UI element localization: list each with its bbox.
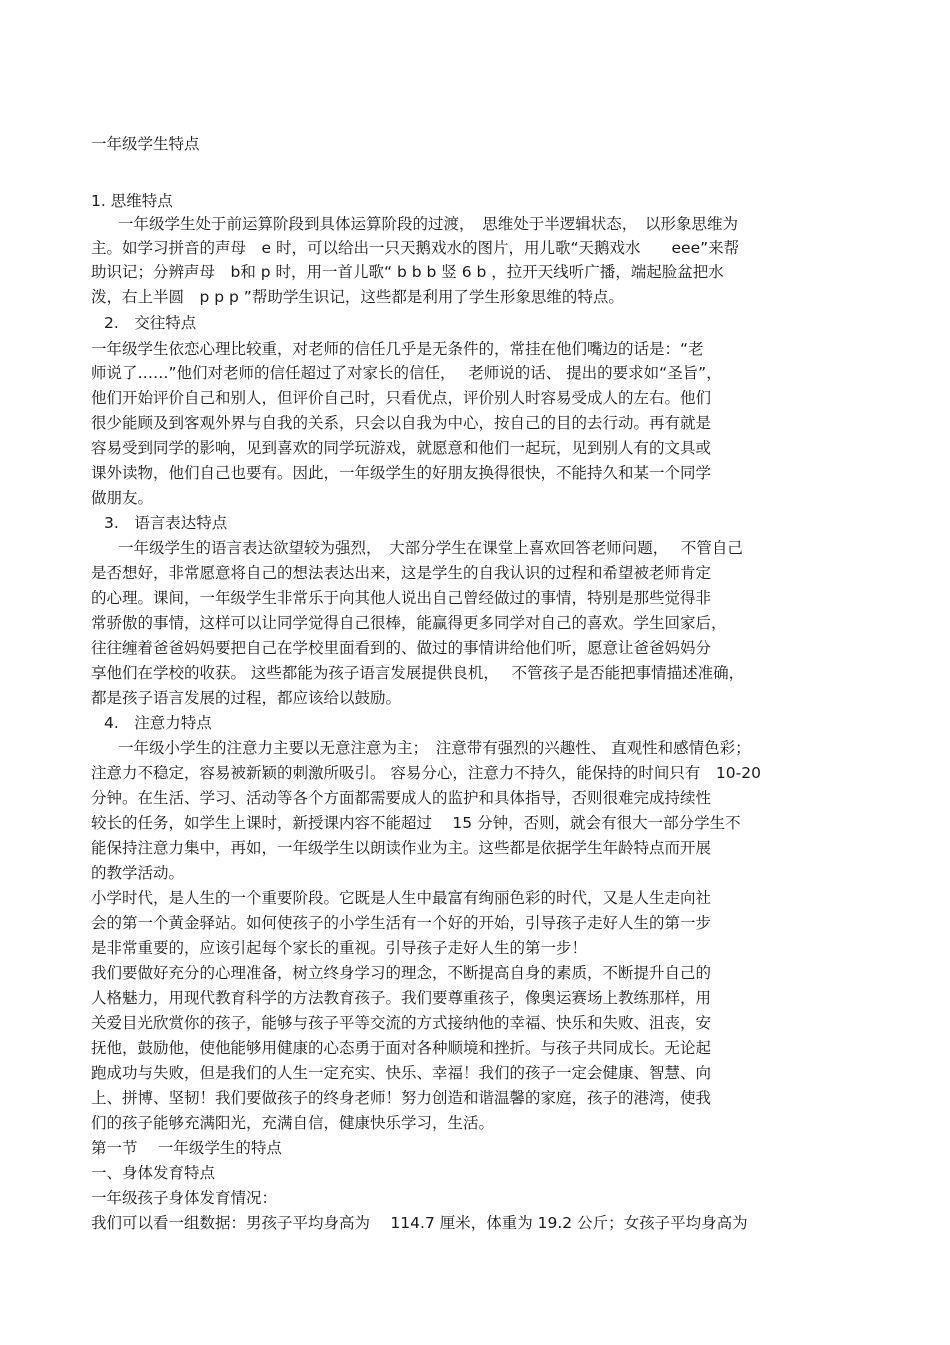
paragraph-line: 主。如学习拼音的声母 e 时，可以给出一只天鹅戏水的图片，用儿歌“天鹅戏水 eee”来帮 — [91, 239, 740, 257]
paragraph-line: 人格魅力，用现代教育科学的方法教育孩子。我们要尊重孩子，像奥运赛场上教练那样，用 — [91, 989, 712, 1007]
paragraph-line: 的教学活动。 — [91, 864, 185, 882]
paragraph-line: 跑成功与失败，但是我们的人生一定充实、快乐、幸福！我们的孩子一定会健康、智慧、向 — [91, 1064, 712, 1082]
paragraph-line: 分钟。在生活、学习、活动等各个方面都需要成人的监护和具体指导，否则很难完成持续性 — [91, 789, 712, 807]
section-heading-language: 3. 语言表达特点 — [104, 514, 228, 532]
paragraph-line: 能保持注意力集中，再如，一年级学生以朗读作业为主。这些都是依据学生年龄特点而开展 — [91, 839, 712, 857]
paragraph-line: 我们要做好充分的心理准备，树立终身学习的理念，不断提高自身的素质，不断提升自己的 — [91, 964, 712, 982]
paragraph-line: 享他们在学校的收获。 这些都能为孩子语言发展提供良机， 不管孩子是否能把事情描述准确， — [91, 664, 745, 682]
paragraph-line: 他们开始评价自己和别人，但评价自己时，只看优点，评价别人时容易受成人的左右。他们 — [91, 389, 712, 407]
subsection-heading: 一、身体发育特点 — [91, 1164, 216, 1182]
paragraph-line: 泼，右上半圆 p p p ”帮助学生识记，这些都是利用了学生形象思维的特点。 — [91, 288, 624, 306]
paragraph-line: 我们可以看一组数据：男孩子平均身高为 114.7 厘米，体重为 19.2 公斤；女孩子平均身高为 — [91, 1214, 748, 1232]
paragraph-line: 较长的任务，如学生上课时，新授课内容不能超过 15 分钟，否则，就会有很大一部分学生不 — [91, 814, 741, 832]
paragraph-line: 们的孩子能够充满阳光，充满自信，健康快乐学习，生活。 — [91, 1114, 495, 1132]
section-heading-thinking: 1. 思维特点 — [91, 192, 173, 210]
paragraph-line: 抚他，鼓励他，使他能够用健康的心态勇于面对各种顺境和挫折。与孩子共同成长。无论起 — [91, 1039, 712, 1057]
paragraph-line: 一年级学生处于前运算阶段到具体运算阶段的过渡， 思维处于半逻辑状态， 以形象思维为 — [118, 215, 739, 233]
paragraph-line: 做朋友。 — [91, 489, 154, 507]
paragraph-line: 师说了……”他们对老师的信任超过了对家长的信任， 老师说的话、 提出的要求如“圣旨”， — [91, 364, 722, 382]
section-heading-social: 2. 交往特点 — [104, 314, 197, 332]
paragraph-line: 助识记；分辨声母 b和 p 时，用一首儿歌“ b b b 竖 6 b ，拉开天线听广播，端起脸盆把水 — [91, 263, 724, 281]
paragraph-line: 注意力不稳定，容易被新颖的刺激所吸引。 容易分心，注意力不持久，能保持的时间只有 10-20 — [91, 764, 761, 782]
paragraph-line: 上、拼博、坚韧！我们要做孩子的终身老师！努力创造和谐温馨的家庭，孩子的港湾，使我 — [91, 1089, 712, 1107]
paragraph-line: 是否想好，非常愿意将自己的想法表达出来，这是学生的自我认识的过程和希望被老师肯定 — [91, 564, 712, 582]
paragraph-line: 课外读物，他们自己也要有。因此，一年级学生的好朋友换得很快，不能持久和某一个同学 — [91, 464, 712, 482]
paragraph-line: 一年级小学生的注意力主要以无意注意为主； 注意带有强烈的兴趣性、 直观性和感情色彩； — [118, 739, 751, 757]
paragraph-line: 一年级学生依恋心理比较重，对老师的信任几乎是无条件的，常挂在他们嘴边的话是：“老 — [91, 340, 704, 358]
paragraph-line: 会的第一个黄金驿站。如何使孩子的小学生活有一个好的开始，引导孩子走好人生的第一步 — [91, 914, 712, 932]
section-heading-attention: 4. 注意力特点 — [104, 714, 212, 732]
paragraph-line: 都是孩子语言发展的过程，都应该给以鼓励。 — [91, 689, 402, 707]
paragraph-line: 的心理。课间，一年级学生非常乐于向其他人说出自己曾经做过的事情，特别是那些觉得非 — [91, 589, 712, 607]
subsection-subheading: 一年级孩子身体发育情况： — [91, 1189, 278, 1207]
document-title: 一年级学生特点 — [91, 135, 200, 153]
chapter-heading: 第一节 一年级学生的特点 — [91, 1139, 282, 1157]
paragraph-line: 容易受到同学的影响，见到喜欢的同学玩游戏，就愿意和他们一起玩，见到别人有的文具或 — [91, 439, 712, 457]
paragraph-line: 是非常重要的，应该引起每个家长的重视。引导孩子走好人生的第一步！ — [91, 939, 588, 957]
paragraph-line: 常骄傲的事情，这样可以让同学觉得自己很棒，能赢得更多同学对自己的喜欢。学生回家后， — [91, 614, 727, 632]
paragraph-line: 很少能顾及到客观外界与自我的关系，只会以自我为中心，按自己的目的去行动。再有就是 — [91, 414, 712, 432]
paragraph-line: 关爱目光欣赏你的孩子，能够与孩子平等交流的方式接纳他的幸福、快乐和失败、沮丧，安 — [91, 1014, 712, 1032]
paragraph-line: 一年级学生的语言表达欲望较为强烈， 大部分学生在课堂上喜欢回答老师问题， 不管自己 — [118, 539, 743, 557]
paragraph-line: 往往缠着爸爸妈妈要把自己在学校里面看到的、做过的事情讲给他们听，愿意让爸爸妈妈分 — [91, 639, 712, 657]
paragraph-line: 小学时代，是人生的一个重要阶段。它既是人生中最富有绚丽色彩的时代，又是人生走向社 — [91, 889, 712, 907]
